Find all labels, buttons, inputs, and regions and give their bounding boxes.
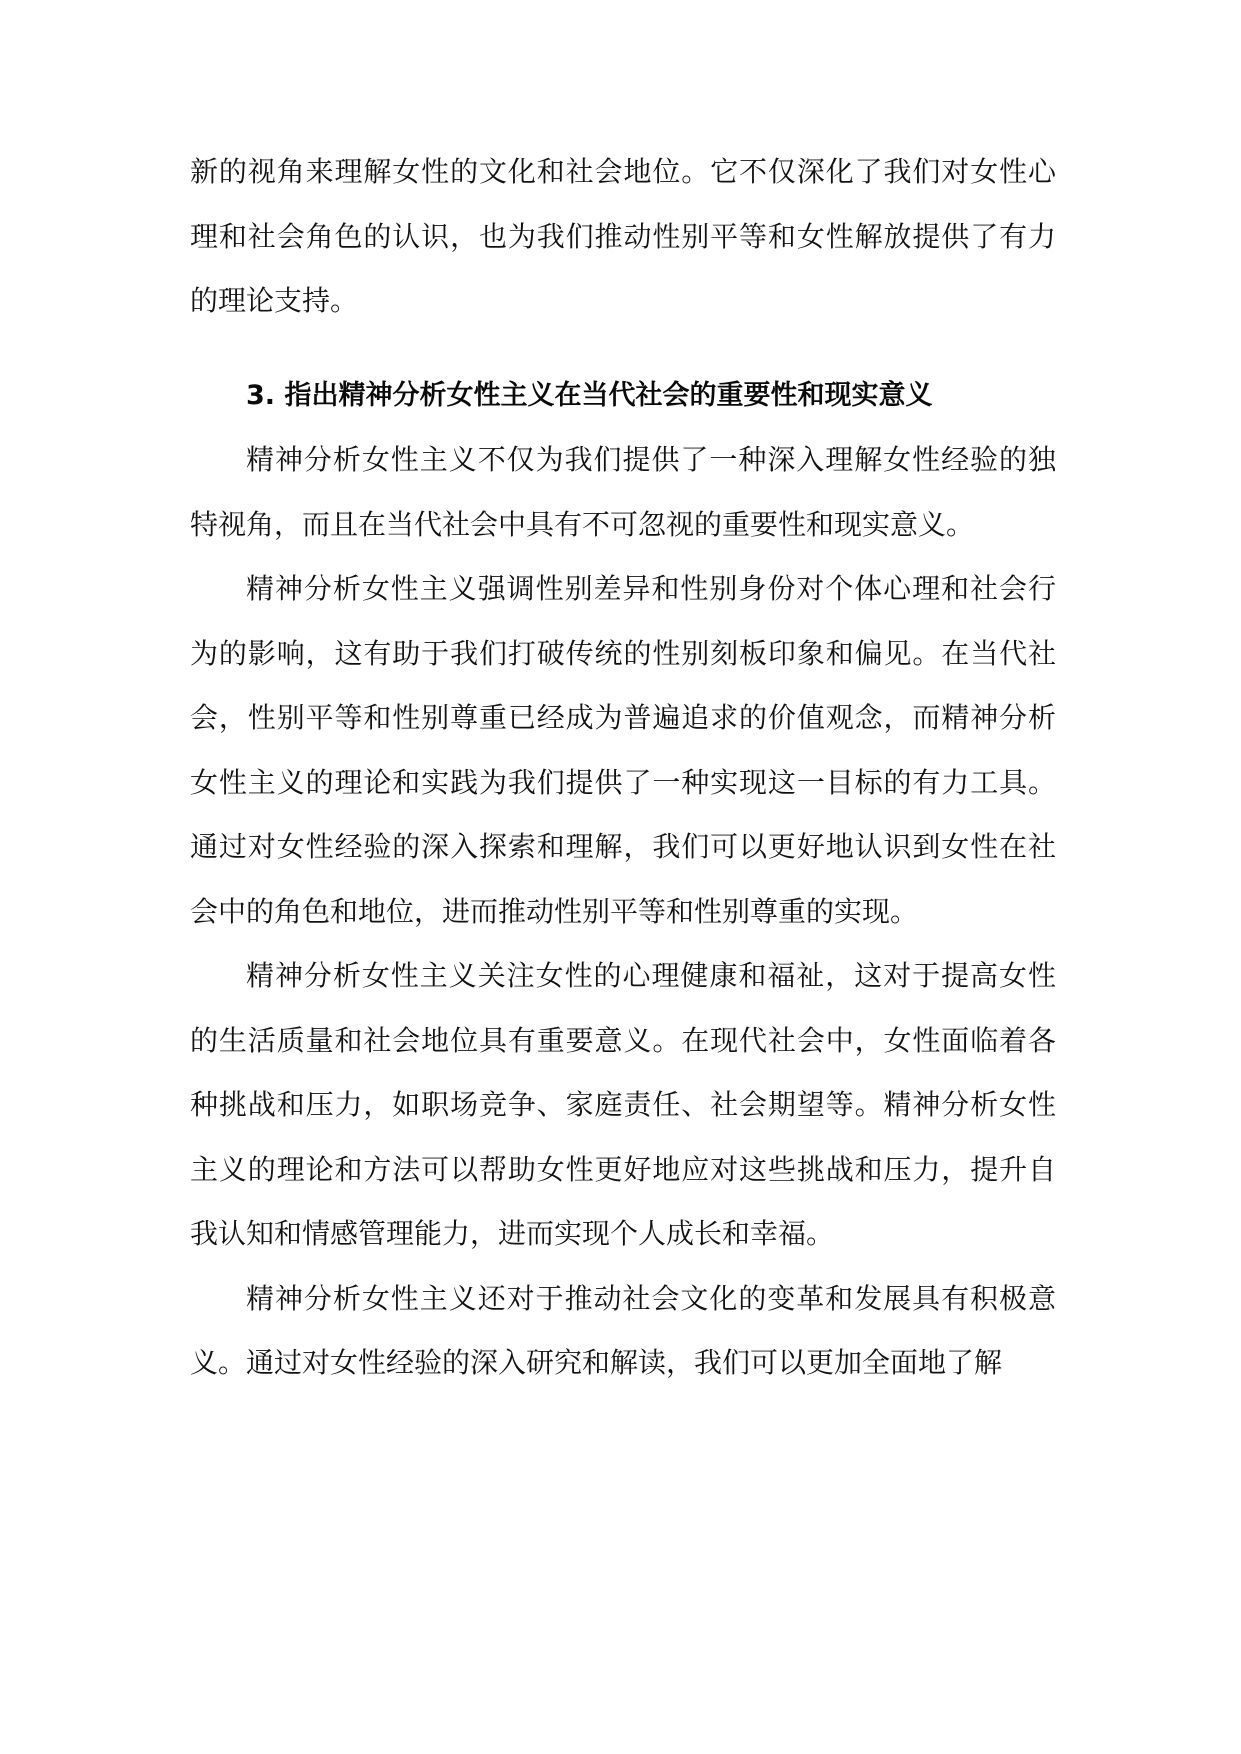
document-body bbox=[190, 140, 1056, 1396]
paragraph-continuation: 新的视角来理解女性的文化和社会地位。它不仅深化了我们对女性心理和社会角色的认识，也为我们推动性别平等和女性解放提供了有力的理论支持。 bbox=[190, 155, 1056, 317]
paragraph-3: 精神分析女性主义关注女性的心理健康和福祉，这对于提高女性的生活质量和社会地位具有重要意义。在现代社会中，女性面临着各种挑战和压力，如职场竞争、家庭责任、社会期望等。精神分析女性主义的理论和方法可以帮助女性更好地应对这些挑战和压力，提升自我认知和情感管理能力，进而实现个人成长和幸福。 bbox=[190, 959, 1056, 1250]
paragraph-1: 精神分析女性主义不仅为我们提供了一种深入理解女性经验的独特视角，而且在当代社会中具有不可忽视的重要性和现实意义。 bbox=[190, 443, 1056, 541]
paragraph-2: 精神分析女性主义强调性别差异和性别身份对个体心理和社会行为的影响，这有助于我们打破传统的性别刻板印象和偏见。在当代社会，性别平等和性别尊重已经成为普遍追求的价值观念，而精神分析女性主义的理论和实践为我们提供了一种实现这一目标的有力工具。通过对女性经验的深入探索和理解，我们可以更好地认识到女性在社会中的角色和地位，进而推动性别平等和性别尊重的实现。 bbox=[190, 572, 1056, 928]
paragraph-4: 精神分析女性主义还对于推动社会文化的变革和发展具有积极意义。通过对女性经验的深入研究和解读，我们可以更加全面地了解 bbox=[190, 1281, 1056, 1379]
section-heading: 3. 指出精神分析女性主义在当代社会的重要性和现实意义 bbox=[246, 379, 933, 411]
